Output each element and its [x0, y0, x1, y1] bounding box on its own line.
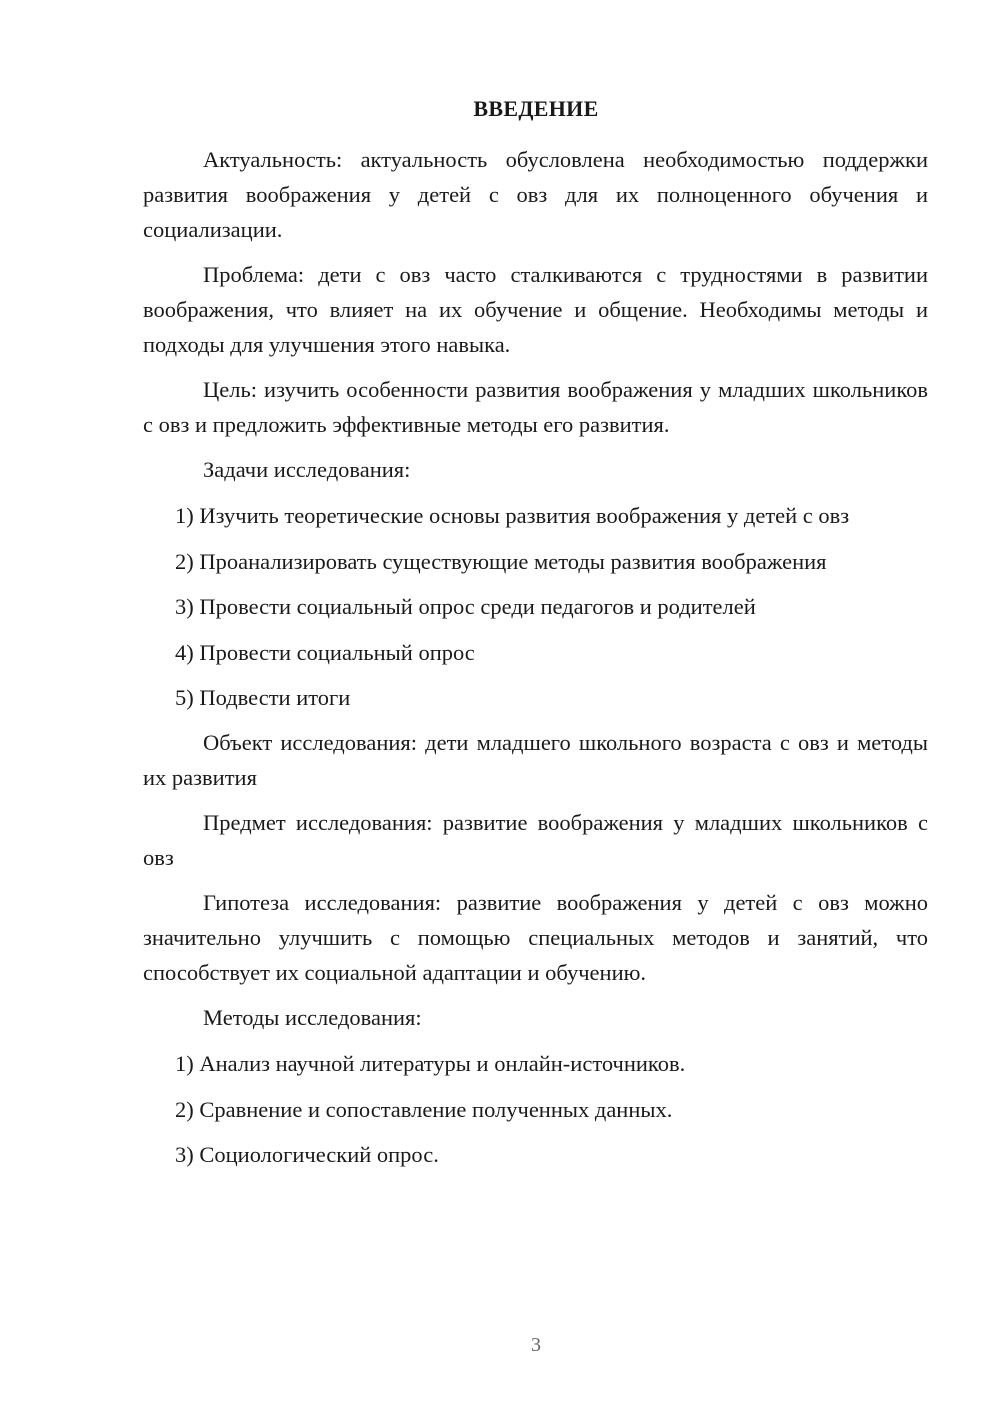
- list-item: 1) Анализ научной литературы и онлайн-источников.: [175, 1051, 686, 1076]
- list-item: 2) Сравнение и сопоставление полученных данных.: [175, 1096, 673, 1122]
- paragraph-goal: Цель: изучить особенности развития воображения у младших школьников с овз и предложить эффективные методы его развития.: [143, 377, 928, 437]
- list-item: 3) Социологический опрос.: [175, 1142, 439, 1167]
- tasks-list: [143, 498, 928, 715]
- list-item: 4) Провести социальный опрос: [175, 639, 475, 665]
- document-body: [143, 142, 928, 1182]
- page-number: 3: [531, 1334, 541, 1356]
- paragraph-hypothesis: Гипотеза исследования: развитие воображения у детей с овз можно значительно улучшить с помощью специальных методов и занятий, что способствует их социальной адаптации и обучению.: [143, 890, 928, 985]
- methods-heading: Методы исследования:: [203, 1005, 422, 1030]
- methods-list: [143, 1046, 928, 1172]
- paragraph-object: Объект исследования: дети младшего школьного возраста с овз и методы их развития: [143, 730, 928, 790]
- tasks-heading: Задачи исследования:: [203, 457, 411, 482]
- section-title: ВВЕДЕНИЕ: [473, 96, 599, 121]
- list-item: 1) Изучить теоретические основы развития воображения у детей с овз: [175, 503, 850, 528]
- list-item: 2) Проанализировать существующие методы развития воображения: [175, 548, 827, 574]
- list-item: 5) Подвести итоги: [175, 685, 351, 710]
- paragraph-subject: Предмет исследования: развитие воображения у младших школьников с овз: [143, 810, 928, 870]
- paragraph-relevance: Актуальность: актуальность обусловлена необходимостью поддержки развития воображения у детей с овз для их полноценного обучения и социализации.: [143, 147, 928, 242]
- list-item: 3) Провести социальный опрос среди педагогов и родителей: [175, 594, 756, 619]
- paragraph-problem: Проблема: дети с овз часто сталкиваются с трудностями в развитии воображения, что влияет на их обучение и общение. Необходимы методы и подходы для улучшения этого навыка.: [143, 262, 928, 357]
